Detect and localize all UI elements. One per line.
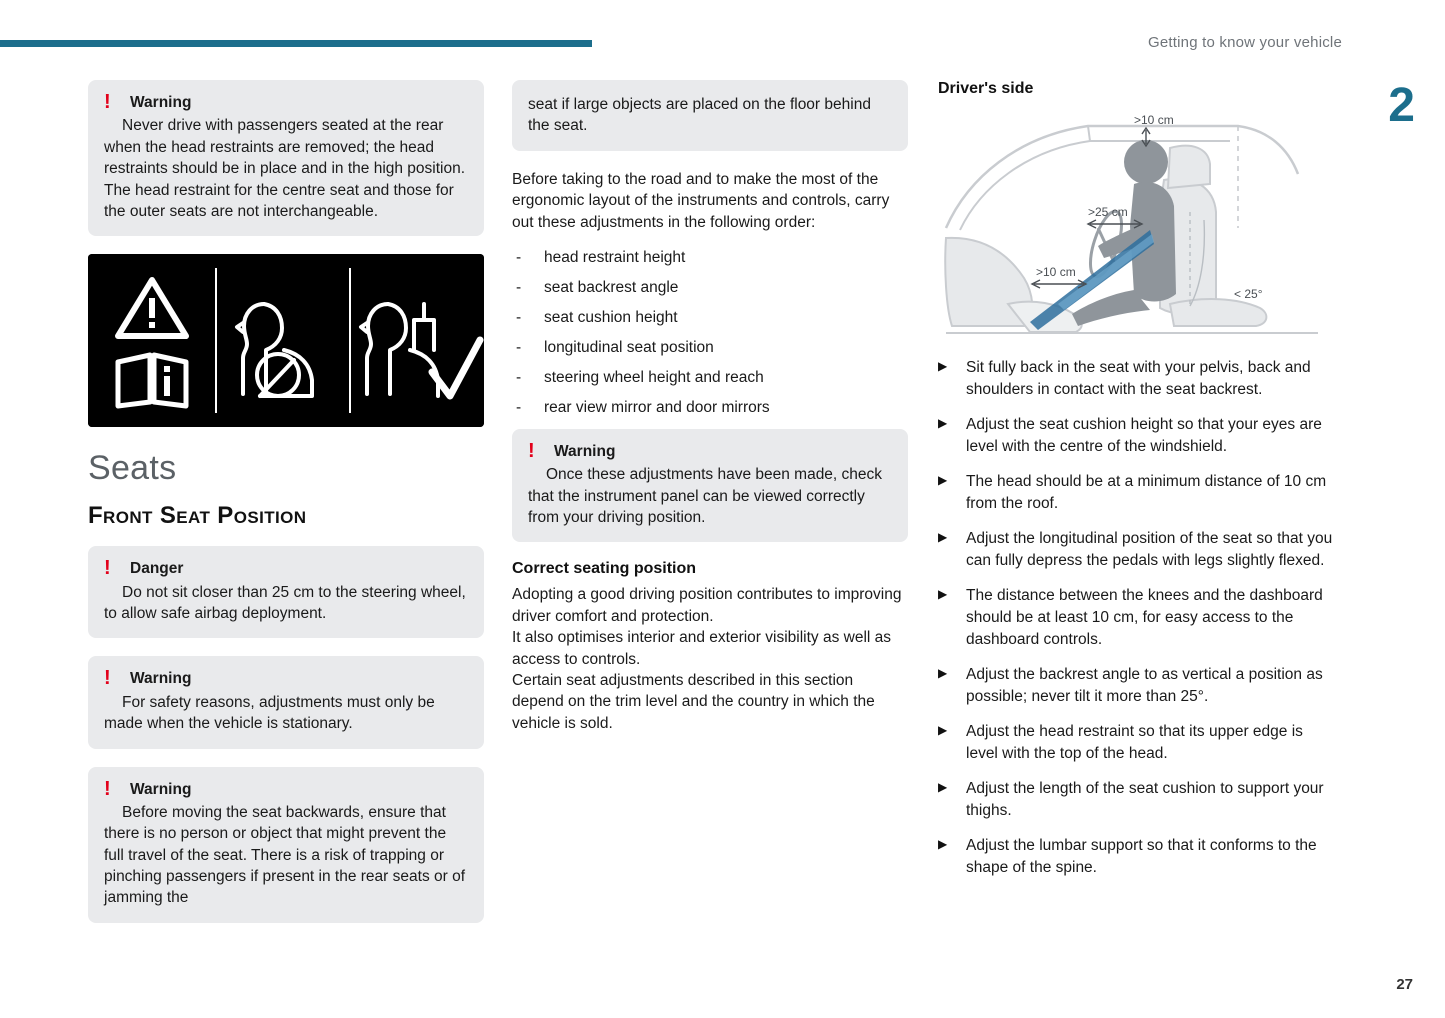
roof-clearance-label: >10 cm: [1134, 113, 1174, 127]
warning-exclamation-icon: !: [104, 91, 111, 113]
continued-warning-callout: [512, 80, 908, 151]
intro-paragraph: Before taking to the road and to make the most of the ergonomic layout of the instruments and controls, carry out these adjustments in the following order:: [512, 170, 890, 231]
callout-text: seat if large objects are placed on the floor behind the seat.: [528, 96, 871, 135]
callout-text: [104, 582, 468, 625]
callout-label: Warning: [554, 442, 616, 460]
warning-callout-stationary: [88, 656, 484, 748]
warning-exclamation-icon: !: [528, 439, 535, 462]
column-left: [88, 80, 484, 941]
callout-text: [104, 115, 468, 222]
steering-distance-label: >25 cm: [1088, 205, 1128, 219]
callout-text-value: Never drive with passengers seated at the rear when the head restraints are removed; the head restraints should be in place and in the high position. The head restraint for the centre seat and those for the outer seats are not interchangeable.: [104, 117, 466, 220]
chapter-number: 2: [1388, 79, 1415, 132]
callout-label: Warning: [130, 94, 192, 111]
backrest-angle-label: < 25°: [1234, 287, 1263, 301]
warning-exclamation-icon: !: [104, 777, 111, 800]
danger-exclamation-icon: !: [104, 557, 111, 580]
warning-callout-seat-movement: [88, 767, 484, 923]
list-item: - longitudinal seat position: [512, 337, 908, 359]
knee-distance-label: >10 cm: [1036, 265, 1076, 279]
list-item: ▶ Sit fully back in the seat with your pelvis, back and shoulders in contact with the seat backrest.: [938, 357, 1336, 401]
warning-callout-instrument-panel: [512, 429, 908, 543]
list-item: ▶ The distance between the knees and the dashboard should be at least 10 cm, for easy access to the dashboard controls.: [938, 585, 1336, 651]
list-item: - rear view mirror and door mirrors: [512, 397, 908, 419]
correct-seating-heading: Correct seating position: [512, 560, 697, 578]
warning-exclamation-icon: !: [104, 667, 111, 690]
callout-text-value: Before moving the seat backwards, ensure that there is no person or object that might prevent the full travel of the seat. There is a risk of trapping or pinching passengers if present in the rear seats or of jamming the: [104, 803, 466, 907]
list-item: ▶ The head should be at a minimum distance of 10 cm from the roof.: [938, 471, 1336, 515]
driver-seating-position-diagram: [938, 108, 1336, 343]
list-item: ▶ Adjust the backrest angle to as vertical a position as possible; never tilt it more than 25°.: [938, 664, 1336, 708]
callout-text-value: For safety reasons, adjustments must only be made when the vehicle is stationary.: [104, 693, 435, 733]
head-restraint-warning-pictogram: [88, 254, 484, 427]
callout-label: Danger: [130, 560, 184, 578]
callout-text: [528, 464, 892, 528]
callout-text: [104, 802, 468, 909]
correct-seating-paragraph-3: Certain seat adjustments described in this section depend on the trim level and the country in which the vehicle is sold.: [512, 671, 875, 732]
danger-callout-airbag: [88, 546, 484, 638]
list-item: - steering wheel height and reach: [512, 367, 908, 389]
correct-seating-paragraph-2: It also optimises interior and exterior visibility as well as access to controls.: [512, 629, 892, 668]
adjustment-order-list: [512, 247, 908, 419]
list-item: ▶ Adjust the head restraint so that its upper edge is level with the top of the head.: [938, 721, 1336, 765]
column-right: [938, 80, 1336, 892]
list-item: - head restraint height: [512, 247, 908, 269]
list-item: ▶ Adjust the longitudinal position of the seat so that you can fully depress the pedals with legs slightly flexed.: [938, 528, 1336, 572]
correct-seating-paragraph-1: Adopting a good driving position contributes to improving driver comfort and protection.: [512, 586, 902, 625]
list-item: ▶ Adjust the lumbar support so that it conforms to the shape of the spine.: [938, 835, 1336, 879]
callout-label: Warning: [130, 780, 192, 798]
callout-text-value: Once these adjustments have been made, check that the instrument panel can be viewed correctly from your driving position.: [528, 466, 883, 526]
subsection-title: Front Seat Position: [88, 502, 307, 530]
list-item: - seat cushion height: [512, 307, 908, 329]
drivers-side-heading: Driver's side: [938, 80, 1034, 97]
list-item: ▶ Adjust the length of the seat cushion to support your thighs.: [938, 778, 1336, 822]
list-item: - seat backrest angle: [512, 277, 908, 299]
page-number: 27: [1396, 976, 1413, 993]
list-item: ▶ Adjust the seat cushion height so that your eyes are level with the centre of the windshield.: [938, 414, 1336, 458]
callout-text-value: Do not sit closer than 25 cm to the steering wheel, to allow safe airbag deployment.: [104, 583, 466, 622]
header-title: Getting to know your vehicle: [1147, 34, 1342, 51]
page-title: Seats: [88, 449, 177, 488]
column-middle: [512, 80, 908, 748]
header-accent-rule: [0, 40, 592, 47]
callout-text: [104, 692, 468, 735]
warning-callout-head-restraints: [88, 80, 484, 236]
driver-position-bullets: [938, 357, 1336, 879]
callout-label: Warning: [130, 670, 192, 688]
